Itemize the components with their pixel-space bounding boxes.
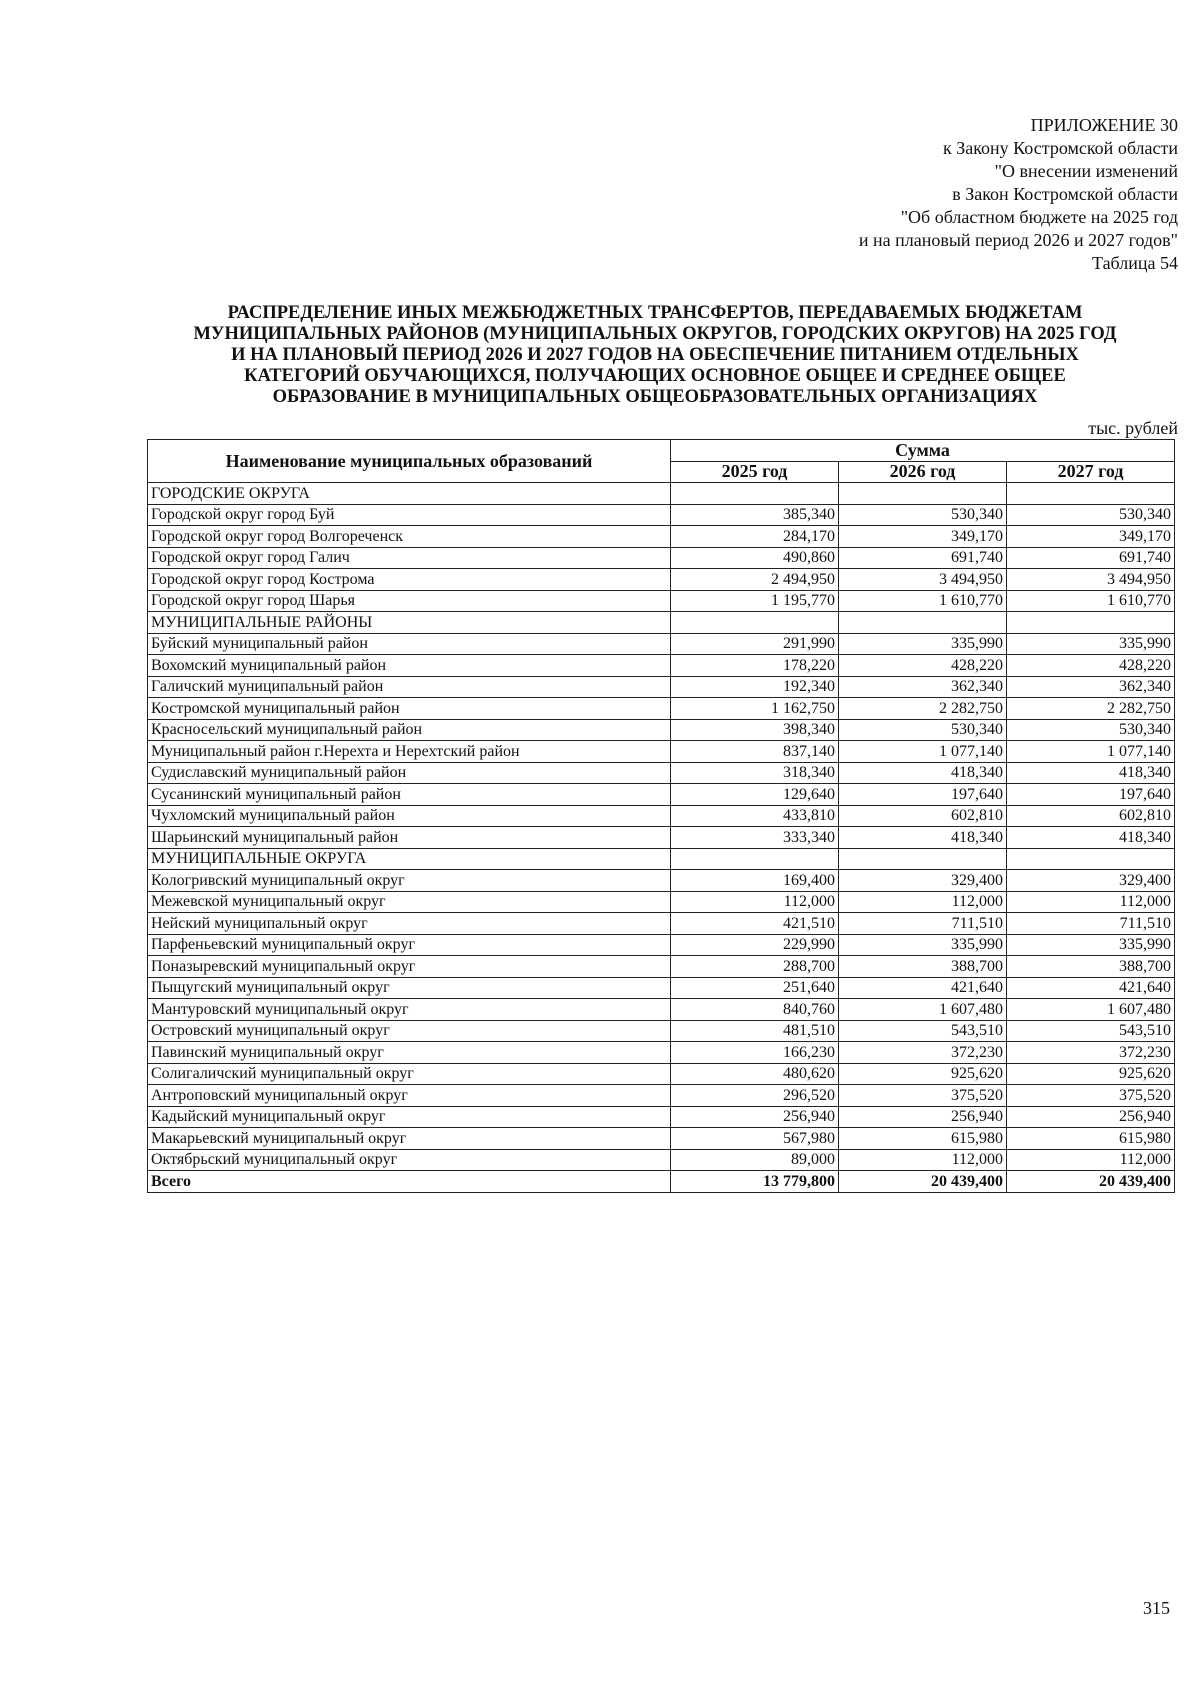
value-cell-2025: 481,510 [671, 1020, 839, 1042]
value-cell-2026: 372,230 [839, 1042, 1007, 1064]
municipality-name-cell: Павинский муниципальный округ [148, 1042, 671, 1064]
appendix-law-title-2: в Закон Костромской области [952, 184, 1178, 204]
section-name-cell: МУНИЦИПАЛЬНЫЕ РАЙОНЫ [148, 612, 671, 634]
value-cell-2025: 284,170 [671, 526, 839, 548]
value-cell-2026: 3 494,950 [839, 569, 1007, 591]
value-cell-2026: 421,640 [839, 977, 1007, 999]
value-cell-2027: 615,980 [1007, 1128, 1175, 1150]
value-cell-2025: 318,340 [671, 762, 839, 784]
value-cell-2027 [1007, 848, 1175, 870]
value-cell-2026 [839, 612, 1007, 634]
column-header-sum: Сумма [671, 440, 1175, 462]
value-cell-2026: 349,170 [839, 526, 1007, 548]
table-row [148, 547, 1175, 569]
value-cell-2027: 335,990 [1007, 934, 1175, 956]
value-cell-2025: 229,990 [671, 934, 839, 956]
table-row [148, 805, 1175, 827]
value-cell-2025: 433,810 [671, 805, 839, 827]
value-cell-2026: 2 282,750 [839, 698, 1007, 720]
value-cell-2027: 197,640 [1007, 784, 1175, 806]
table-row [148, 913, 1175, 935]
table-row [148, 827, 1175, 849]
value-cell-2026: 530,340 [839, 504, 1007, 526]
value-cell-2026: 711,510 [839, 913, 1007, 935]
section-row [148, 483, 1175, 505]
value-cell-2026: 530,340 [839, 719, 1007, 741]
transfers-table [147, 439, 1175, 1193]
municipality-name-cell: Городской округ город Шарья [148, 590, 671, 612]
table-row [148, 1085, 1175, 1107]
appendix-number: ПРИЛОЖЕНИЕ 30 [1030, 115, 1178, 135]
value-cell-2026: 418,340 [839, 762, 1007, 784]
title-line: И НА ПЛАНОВЫЙ ПЕРИОД 2026 И 2027 ГОДОВ НА ОБЕСПЕЧЕНИЕ ПИТАНИЕМ ОТДЕЛЬНЫХ [231, 345, 1079, 365]
value-cell-2025: 840,760 [671, 999, 839, 1021]
total-value-cell-2025: 13 779,800 [671, 1171, 839, 1193]
table-row [148, 698, 1175, 720]
value-cell-2027: 112,000 [1007, 891, 1175, 913]
municipality-name-cell: Шарьинский муниципальный район [148, 827, 671, 849]
value-cell-2026: 691,740 [839, 547, 1007, 569]
value-cell-2026: 375,520 [839, 1085, 1007, 1107]
value-cell-2026: 615,980 [839, 1128, 1007, 1150]
total-row [148, 1171, 1175, 1193]
title-line: КАТЕГОРИЙ ОБУЧАЮЩИХСЯ, ПОЛУЧАЮЩИХ ОСНОВНОЕ ОБЩЕЕ И СРЕДНЕЕ ОБЩЕЕ [244, 366, 1066, 386]
municipality-name-cell: Островский муниципальный округ [148, 1020, 671, 1042]
table-row [148, 784, 1175, 806]
value-cell-2027: 530,340 [1007, 504, 1175, 526]
total-label-cell: Всего [148, 1171, 671, 1193]
value-cell-2025: 256,940 [671, 1106, 839, 1128]
value-cell-2026: 112,000 [839, 1149, 1007, 1171]
appendix-law-title-1: "О внесении изменений [994, 161, 1178, 181]
value-cell-2026: 428,220 [839, 655, 1007, 677]
value-cell-2025: 192,340 [671, 676, 839, 698]
value-cell-2027: 428,220 [1007, 655, 1175, 677]
table-row [148, 762, 1175, 784]
table-row [148, 741, 1175, 763]
value-cell-2026: 418,340 [839, 827, 1007, 849]
value-cell-2027 [1007, 483, 1175, 505]
table-row [148, 569, 1175, 591]
value-cell-2025: 251,640 [671, 977, 839, 999]
value-cell-2026: 335,990 [839, 934, 1007, 956]
value-cell-2026 [839, 848, 1007, 870]
value-cell-2027: 602,810 [1007, 805, 1175, 827]
table-row [148, 870, 1175, 892]
value-cell-2027: 1 607,480 [1007, 999, 1175, 1021]
value-cell-2025: 169,400 [671, 870, 839, 892]
municipality-name-cell: Макарьевский муниципальный округ [148, 1128, 671, 1150]
value-cell-2025: 385,340 [671, 504, 839, 526]
value-cell-2025: 837,140 [671, 741, 839, 763]
value-cell-2025: 296,520 [671, 1085, 839, 1107]
municipality-name-cell: Галичский муниципальный район [148, 676, 671, 698]
value-cell-2026: 388,700 [839, 956, 1007, 978]
value-cell-2025: 480,620 [671, 1063, 839, 1085]
appendix-law-title-3: "Об областном бюджете на 2025 год [900, 207, 1178, 227]
section-row [148, 848, 1175, 870]
municipality-name-cell: Судиславский муниципальный район [148, 762, 671, 784]
value-cell-2025: 129,640 [671, 784, 839, 806]
value-cell-2027: 2 282,750 [1007, 698, 1175, 720]
value-cell-2025: 398,340 [671, 719, 839, 741]
column-header-2026: 2026 год [839, 461, 1007, 483]
column-header-name: Наименование муниципальных образований [148, 440, 671, 483]
table-row [148, 633, 1175, 655]
table-row [148, 934, 1175, 956]
value-cell-2025: 2 494,950 [671, 569, 839, 591]
appendix-header [578, 114, 1178, 275]
value-cell-2025: 166,230 [671, 1042, 839, 1064]
value-cell-2026: 925,620 [839, 1063, 1007, 1085]
value-cell-2026: 1 077,140 [839, 741, 1007, 763]
municipality-name-cell: Муниципальный район г.Нерехта и Нерехтский район [148, 741, 671, 763]
value-cell-2025: 333,340 [671, 827, 839, 849]
value-cell-2027: 256,940 [1007, 1106, 1175, 1128]
value-cell-2027: 329,400 [1007, 870, 1175, 892]
municipality-name-cell: Городской округ город Волгореченск [148, 526, 671, 548]
municipality-name-cell: Поназыревский муниципальный округ [148, 956, 671, 978]
value-cell-2025: 288,700 [671, 956, 839, 978]
table-row [148, 1042, 1175, 1064]
value-cell-2025: 89,000 [671, 1149, 839, 1171]
table-row [148, 1106, 1175, 1128]
table-row [148, 504, 1175, 526]
value-cell-2027: 3 494,950 [1007, 569, 1175, 591]
municipality-name-cell: Мантуровский муниципальный округ [148, 999, 671, 1021]
municipality-name-cell: Пыщугский муниципальный округ [148, 977, 671, 999]
units-label: тыс. рублей [1088, 418, 1178, 438]
value-cell-2025: 421,510 [671, 913, 839, 935]
value-cell-2026 [839, 483, 1007, 505]
value-cell-2027: 349,170 [1007, 526, 1175, 548]
value-cell-2025: 112,000 [671, 891, 839, 913]
value-cell-2025 [671, 848, 839, 870]
municipality-name-cell: Вохомский муниципальный район [148, 655, 671, 677]
section-name-cell: ГОРОДСКИЕ ОКРУГА [148, 483, 671, 505]
value-cell-2027: 388,700 [1007, 956, 1175, 978]
table-row [148, 590, 1175, 612]
value-cell-2026: 112,000 [839, 891, 1007, 913]
value-cell-2027: 112,000 [1007, 1149, 1175, 1171]
value-cell-2027: 1 077,140 [1007, 741, 1175, 763]
municipality-name-cell: Городской округ город Буй [148, 504, 671, 526]
value-cell-2026: 1 610,770 [839, 590, 1007, 612]
table-row [148, 956, 1175, 978]
table-body [148, 483, 1175, 1193]
table-row [148, 1128, 1175, 1150]
table-row [148, 655, 1175, 677]
section-row [148, 612, 1175, 634]
value-cell-2025 [671, 483, 839, 505]
municipality-name-cell: Межевской муниципальный округ [148, 891, 671, 913]
municipality-name-cell: Солигаличский муниципальный округ [148, 1063, 671, 1085]
table-row [148, 1063, 1175, 1085]
municipality-name-cell: Кадыйский муниципальный округ [148, 1106, 671, 1128]
document-title [130, 303, 1180, 408]
value-cell-2025: 291,990 [671, 633, 839, 655]
column-header-2027: 2027 год [1007, 461, 1175, 483]
table-row [148, 891, 1175, 913]
table-row [148, 1149, 1175, 1171]
value-cell-2025: 567,980 [671, 1128, 839, 1150]
municipality-name-cell: Октябрьский муниципальный округ [148, 1149, 671, 1171]
value-cell-2027: 375,520 [1007, 1085, 1175, 1107]
table-number: Таблица 54 [1092, 253, 1178, 273]
title-line: ОБРАЗОВАНИЕ В МУНИЦИПАЛЬНЫХ ОБЩЕОБРАЗОВАТЕЛЬНЫХ ОРГАНИЗАЦИЯХ [272, 387, 1038, 407]
municipality-name-cell: Чухломский муниципальный район [148, 805, 671, 827]
table-header-row [148, 440, 1175, 462]
value-cell-2027: 925,620 [1007, 1063, 1175, 1085]
value-cell-2026: 197,640 [839, 784, 1007, 806]
value-cell-2027: 335,990 [1007, 633, 1175, 655]
value-cell-2027: 362,340 [1007, 676, 1175, 698]
page-number: 315 [1143, 1598, 1170, 1618]
table-row [148, 526, 1175, 548]
title-line: МУНИЦИПАЛЬНЫХ РАЙОНОВ (МУНИЦИПАЛЬНЫХ ОКРУГОВ, ГОРОДСКИХ ОКРУГОВ) НА 2025 ГОД [193, 324, 1117, 344]
section-name-cell: МУНИЦИПАЛЬНЫЕ ОКРУГА [148, 848, 671, 870]
table-row [148, 1020, 1175, 1042]
total-value-cell-2026: 20 439,400 [839, 1171, 1007, 1193]
value-cell-2027: 372,230 [1007, 1042, 1175, 1064]
value-cell-2025: 1 162,750 [671, 698, 839, 720]
municipality-name-cell: Буйский муниципальный район [148, 633, 671, 655]
municipality-name-cell: Костромской муниципальный район [148, 698, 671, 720]
value-cell-2027: 530,340 [1007, 719, 1175, 741]
value-cell-2027: 711,510 [1007, 913, 1175, 935]
total-value-cell-2027: 20 439,400 [1007, 1171, 1175, 1193]
value-cell-2027: 421,640 [1007, 977, 1175, 999]
value-cell-2025: 1 195,770 [671, 590, 839, 612]
municipality-name-cell: Кологривский муниципальный округ [148, 870, 671, 892]
value-cell-2027: 691,740 [1007, 547, 1175, 569]
value-cell-2025: 178,220 [671, 655, 839, 677]
value-cell-2027: 418,340 [1007, 762, 1175, 784]
table-row [148, 999, 1175, 1021]
table-row [148, 977, 1175, 999]
value-cell-2026: 329,400 [839, 870, 1007, 892]
municipality-name-cell: Красносельский муниципальный район [148, 719, 671, 741]
value-cell-2027: 1 610,770 [1007, 590, 1175, 612]
value-cell-2027: 418,340 [1007, 827, 1175, 849]
value-cell-2026: 1 607,480 [839, 999, 1007, 1021]
municipality-name-cell: Нейский муниципальный округ [148, 913, 671, 935]
value-cell-2026: 602,810 [839, 805, 1007, 827]
value-cell-2027 [1007, 612, 1175, 634]
appendix-law-title-4: и на плановый период 2026 и 2027 годов" [858, 230, 1178, 250]
appendix-law-ref: к Закону Костромской области [942, 138, 1178, 158]
value-cell-2025: 490,860 [671, 547, 839, 569]
value-cell-2025 [671, 612, 839, 634]
value-cell-2026: 543,510 [839, 1020, 1007, 1042]
value-cell-2026: 362,340 [839, 676, 1007, 698]
value-cell-2026: 335,990 [839, 633, 1007, 655]
value-cell-2027: 543,510 [1007, 1020, 1175, 1042]
municipality-name-cell: Парфеньевский муниципальный округ [148, 934, 671, 956]
municipality-name-cell: Сусанинский муниципальный район [148, 784, 671, 806]
column-header-2025: 2025 год [671, 461, 839, 483]
value-cell-2026: 256,940 [839, 1106, 1007, 1128]
municipality-name-cell: Городской округ город Кострома [148, 569, 671, 591]
title-line: РАСПРЕДЕЛЕНИЕ ИНЫХ МЕЖБЮДЖЕТНЫХ ТРАНСФЕРТОВ, ПЕРЕДАВАЕМЫХ БЮДЖЕТАМ [227, 303, 1083, 323]
table-row [148, 676, 1175, 698]
municipality-name-cell: Городской округ город Галич [148, 547, 671, 569]
municipality-name-cell: Антроповский муниципальный округ [148, 1085, 671, 1107]
table-row [148, 719, 1175, 741]
